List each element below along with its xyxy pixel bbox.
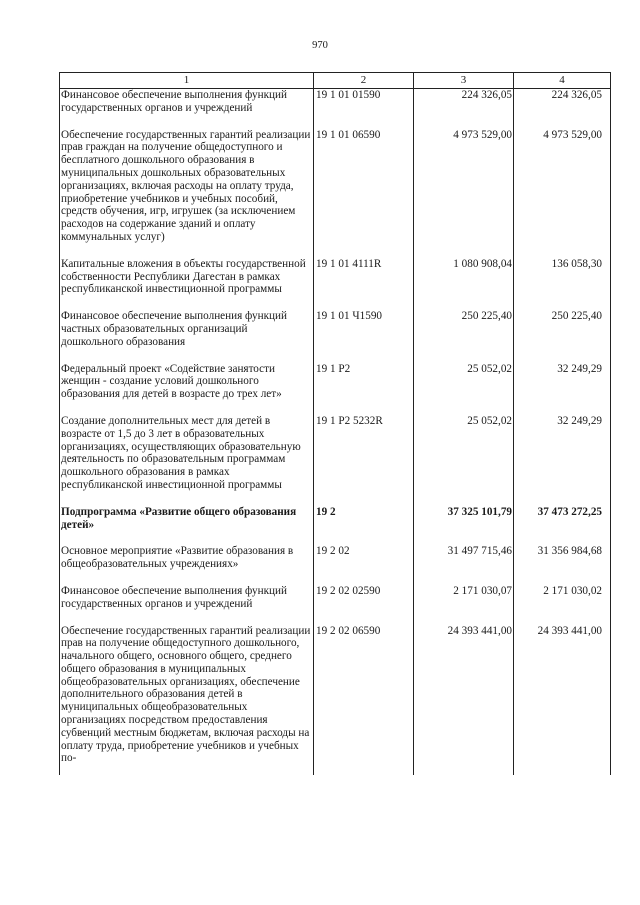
row-code: 19 1 01 06590 xyxy=(314,129,414,258)
row-name: Обеспечение государственных гарантий реализации прав граждан на получение общедоступного и бесплатного дошкольного образования в муниципальных дошкольных образовательных организациях, включая расходы на оплату труда, приобретение учебников и учебных пособий, средств обучения, игр, игрушек (за исключением расходов на содержание зданий и оплату коммунальных услуг) xyxy=(60,129,314,258)
row-value-col4: 4 973 529,00 xyxy=(514,129,611,258)
row-value-col3: 25 052,02 xyxy=(414,363,514,415)
row-code: 19 1 P2 5232R xyxy=(314,415,414,506)
table-row xyxy=(60,415,611,506)
row-code: 19 2 xyxy=(314,506,414,546)
row-value-col4: 136 058,30 xyxy=(514,258,611,310)
row-value-col3: 2 171 030,07 xyxy=(414,585,514,625)
table-row xyxy=(60,258,611,310)
row-name: Подпрограмма «Развитие общего образования детей» xyxy=(60,506,314,546)
row-value-col4: 37 473 272,25 xyxy=(514,506,611,546)
table-row xyxy=(60,363,611,415)
row-code: 19 1 P2 xyxy=(314,363,414,415)
row-name: Капитальные вложения в объекты государственной собственности Республики Дагестан в рамках республиканской инвестиционной программы xyxy=(60,258,314,310)
row-name: Финансовое обеспечение выполнения функций частных образовательных организаций дошкольного образования xyxy=(60,310,314,362)
row-code: 19 1 01 4111R xyxy=(314,258,414,310)
column-header-4: 4 xyxy=(514,73,611,89)
row-value-col3: 1 080 908,04 xyxy=(414,258,514,310)
table-row xyxy=(60,625,611,775)
row-value-col3: 24 393 441,00 xyxy=(414,625,514,775)
table-row xyxy=(60,506,611,546)
row-value-col3: 25 052,02 xyxy=(414,415,514,506)
row-value-col4: 224 326,05 xyxy=(514,89,611,129)
row-value-col4: 2 171 030,02 xyxy=(514,585,611,625)
table-row xyxy=(60,310,611,362)
budget-table xyxy=(59,72,611,775)
table-row xyxy=(60,89,611,129)
row-value-col4: 24 393 441,00 xyxy=(514,625,611,775)
row-value-col3: 224 326,05 xyxy=(414,89,514,129)
row-code: 19 1 01 01590 xyxy=(314,89,414,129)
row-value-col4: 250 225,40 xyxy=(514,310,611,362)
row-name: Финансовое обеспечение выполнения функций государственных органов и учреждений xyxy=(60,89,314,129)
column-header-3: 3 xyxy=(414,73,514,89)
row-value-col3: 4 973 529,00 xyxy=(414,129,514,258)
row-value-col3: 31 497 715,46 xyxy=(414,545,514,585)
table-row xyxy=(60,545,611,585)
column-header-1: 1 xyxy=(60,73,314,89)
page-number: 970 xyxy=(312,40,328,51)
row-code: 19 2 02 06590 xyxy=(314,625,414,775)
row-code: 19 2 02 02590 xyxy=(314,585,414,625)
row-name: Финансовое обеспечение выполнения функций государственных органов и учреждений xyxy=(60,585,314,625)
table-header-row xyxy=(60,73,611,89)
table-body xyxy=(60,89,611,775)
table-row xyxy=(60,129,611,258)
row-name: Основное мероприятие «Развитие образования в общеобразовательных учреждениях» xyxy=(60,545,314,585)
row-code: 19 1 01 Ч1590 xyxy=(314,310,414,362)
row-name: Создание дополнительных мест для детей в возрасте от 1,5 до 3 лет в образовательных организациях, осуществляющих образовательную деятельность по образовательным программам дошкольного образования в рамках республиканской инвестиционной программы xyxy=(60,415,314,506)
row-value-col4: 31 356 984,68 xyxy=(514,545,611,585)
row-value-col4: 32 249,29 xyxy=(514,363,611,415)
row-value-col4: 32 249,29 xyxy=(514,415,611,506)
row-code: 19 2 02 xyxy=(314,545,414,585)
table-row xyxy=(60,585,611,625)
row-name: Обеспечение государственных гарантий реализации прав на получение общедоступного дошкольного, начального общего, основного общего, среднего общего образования в муниципальных общеобразовательных организациях, обеспечение дополнительного образования детей в муниципальных общеобразовательных организациях посредством предоставления субвенций местным бюджетам, включая расходы на оплату труда, приобретение учебников и учебных по- xyxy=(60,625,314,775)
row-value-col3: 37 325 101,79 xyxy=(414,506,514,546)
column-header-2: 2 xyxy=(314,73,414,89)
row-value-col3: 250 225,40 xyxy=(414,310,514,362)
row-name: Федеральный проект «Содействие занятости женщин - создание условий дошкольного образования для детей в возрасте до трех лет» xyxy=(60,363,314,415)
